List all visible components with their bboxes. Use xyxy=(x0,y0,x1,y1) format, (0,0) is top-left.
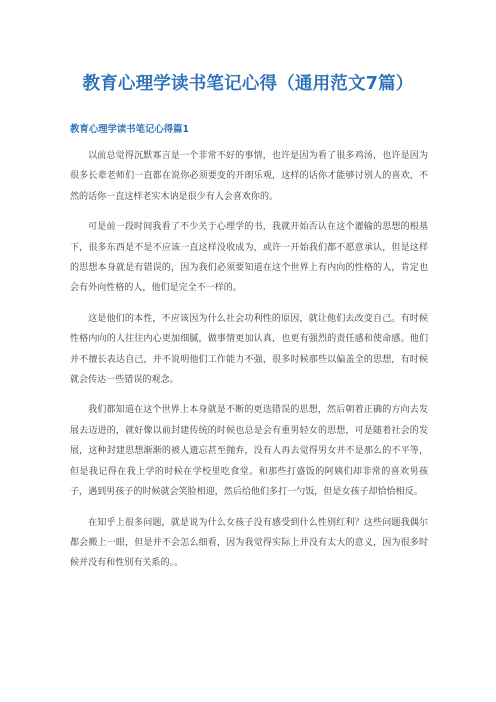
paragraph: 这是他们的本性，不应该因为什么社会功利性的原因，就让他们去改变自己。有时候性格内向的人往往内心更加细腻，做事情更加认真，也更有强烈的责任感和使命感。他们并不擅长表达自己，并不说明他们工作能力不强，很多时候那些以偏盖全的思想，有时候就会传达一些错误的观念。 xyxy=(70,313,428,386)
paragraph: 在知乎上很多问题，就是说为什么女孩子没有感受到什么性别红利？这些问题我偶尔都会搬上一眼，但是并不会怎么细看，因为我觉得实际上并没有太大的意义，因为很多时候并没有和性别有关系的。。 xyxy=(70,517,428,569)
paragraph: 我们都知道在这个世界上本身就是不断的更迭错误的思想，然后朝着正确的方向去发展去迈进的，就好像以前封建传统的时候也总是会有重男轻女的思想，可是随着社会的发展，这种封建思想渐渐的被人遗忘甚至抛弃，没有人再去觉得男女并不是那么的不平等，但是我记得在我上学的时候在学校里吃食堂。和那些打盛饭的阿姨们却非常的喜欢男孩子，遇到男孩子的时候就会笑脸相迎，然后给他们多打一勺饭，但是女孩子却恰恰相反。 xyxy=(70,405,428,498)
section-heading: 教育心理学读书笔记心得篇1 xyxy=(70,124,190,135)
document-body xyxy=(70,146,428,584)
paragraph: 可是前一段时间我看了不少关于心理学的书，我就开始否认在这个灌输的思想的根基下，很多东西是不是不应该一直这样没收成为，或许一开始我们都不愿意承认，但是这样的思想本身就是有错误的，因为我们必须要知道在这个世界上有内向的性格的人，肯定也会有外向性格的人，他们是完全不一样的。 xyxy=(70,222,428,294)
document-title: 教育心理学读书笔记心得（通用范文7篇） xyxy=(82,74,414,94)
paragraph: 以前总觉得沉默寡言是一个非常不好的事情，也许是因为看了很多鸡汤，也许是因为很多长辈老师们一直都在说你必须要变的开朗乐观，这样的话你才能够讨别人的喜欢，不然的话你一直这样老实木讷是很少有人会喜欢你的。 xyxy=(70,151,428,202)
